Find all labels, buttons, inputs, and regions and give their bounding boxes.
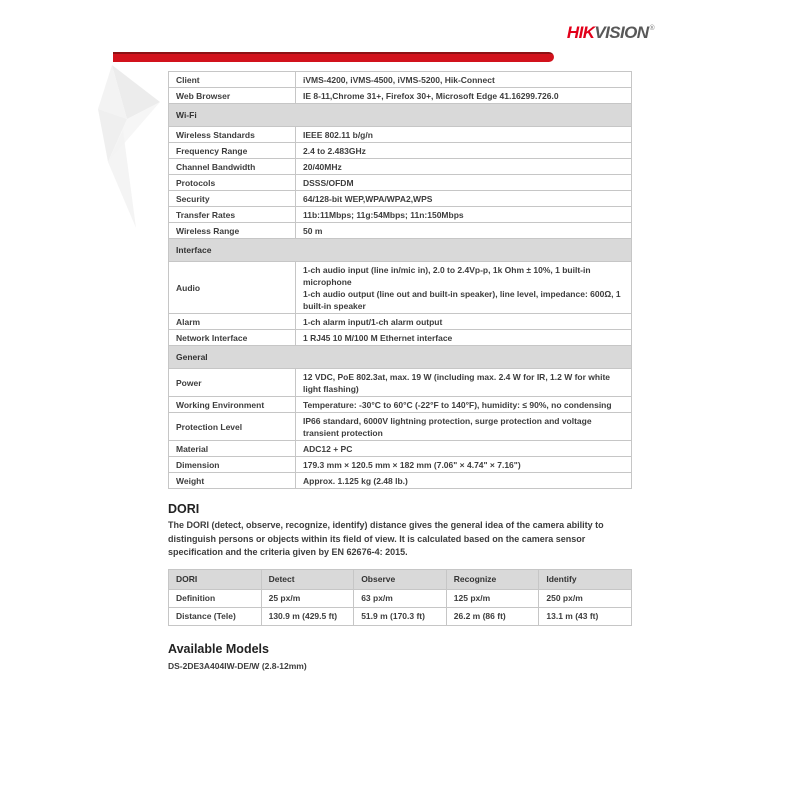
spec-value-line: 1-ch audio output (line out and built-in speaker), line level, impedance: 600Ω, 1 built-in speaker: [303, 288, 621, 311]
dori-value: 250 px/m: [539, 589, 632, 607]
spec-row-weight: [169, 473, 632, 489]
dori-value: 25 px/m: [261, 589, 354, 607]
spec-label: Web Browser: [169, 88, 296, 104]
spec-label: Alarm: [169, 314, 296, 330]
spec-value: 179.3 mm × 120.5 mm × 182 mm (7.06" × 4.74" × 7.16"): [296, 457, 632, 473]
spec-value: iVMS-4200, iVMS-4500, iVMS-5200, Hik-Connect: [296, 72, 632, 88]
dori-row-label: Definition: [169, 589, 262, 607]
dori-value: 51.9 m (170.3 ft): [354, 607, 447, 625]
spec-row-audio: [169, 262, 632, 314]
spec-label: Protocols: [169, 175, 296, 191]
spec-value: 2.4 to 2.483GHz: [296, 143, 632, 159]
model-name: DS-2DE3A404IW-DE/W (2.8-12mm): [168, 660, 307, 671]
spec-row-protection-level: [169, 413, 632, 441]
spec-value-line: 1-ch audio input (line in/mic in), 2.0 to 2.4Vp-p, 1k Ohm ± 10%, 1 built-in microphone: [303, 264, 591, 287]
spec-value: IEEE 802.11 b/g/n: [296, 127, 632, 143]
dori-value: 63 px/m: [354, 589, 447, 607]
dori-value: 130.9 m (429.5 ft): [261, 607, 354, 625]
spec-label: Wireless Standards: [169, 127, 296, 143]
spec-row-channel-bandwidth: [169, 159, 632, 175]
spec-label: Weight: [169, 473, 296, 489]
dori-col-header-identify: Identify: [539, 569, 632, 589]
spec-row-network-interface: [169, 330, 632, 346]
dori-table: [168, 569, 632, 626]
spec-label: Wireless Range: [169, 223, 296, 239]
section-label: General: [169, 346, 632, 369]
spec-row-working-environment: [169, 397, 632, 413]
spec-value: Temperature: -30°C to 60°C (-22°F to 140°F), humidity: ≤ 90%, no condensing: [296, 397, 632, 413]
hikvision-arrow-watermark: [92, 62, 162, 232]
spec-row-security: [169, 191, 632, 207]
dori-col-header-detect: Detect: [261, 569, 354, 589]
spec-label: Frequency Range: [169, 143, 296, 159]
spec-row-web-browser: [169, 88, 632, 104]
dori-heading: DORI: [168, 502, 200, 516]
section-label: Wi-Fi: [169, 104, 632, 127]
spec-value: 1-ch alarm input/1-ch alarm output: [296, 314, 632, 330]
spec-label: Security: [169, 191, 296, 207]
dori-col-header-observe: Observe: [354, 569, 447, 589]
available-models-heading: Available Models: [168, 641, 269, 656]
logo-vision-text: VISION: [594, 23, 649, 42]
dori-row-definition: [169, 589, 632, 607]
spec-value: [296, 262, 632, 314]
spec-value: 1 RJ45 10 M/100 M Ethernet interface: [296, 330, 632, 346]
spec-row-dimension: [169, 457, 632, 473]
logo-hik-text: HIK: [566, 23, 595, 42]
content-column: [168, 71, 632, 671]
dori-row-label: Distance (Tele): [169, 607, 262, 625]
spec-row-client: [169, 72, 632, 88]
spec-label: Channel Bandwidth: [169, 159, 296, 175]
spec-label: Client: [169, 72, 296, 88]
spec-row-transfer-rates: [169, 207, 632, 223]
spec-label: Dimension: [169, 457, 296, 473]
spec-row-material: [169, 441, 632, 457]
spec-value: DSSS/OFDM: [296, 175, 632, 191]
dori-value: 125 px/m: [446, 589, 539, 607]
spec-value: Approx. 1.125 kg (2.48 lb.): [296, 473, 632, 489]
spec-value: 11b:11Mbps; 11g:54Mbps; 11n:150Mbps: [296, 207, 632, 223]
dori-value: 13.1 m (43 ft): [539, 607, 632, 625]
header-red-bar: [113, 52, 554, 62]
spec-row-alarm: [169, 314, 632, 330]
registered-trademark-icon: ®: [649, 25, 654, 32]
spec-value: IP66 standard, 6000V lightning protection, surge protection and voltage transient protection: [296, 413, 632, 441]
spec-value: 50 m: [296, 223, 632, 239]
dori-header-row: [169, 569, 632, 589]
spec-label: Material: [169, 441, 296, 457]
spec-section-wi-fi: [169, 104, 632, 127]
section-label: Interface: [169, 239, 632, 262]
spec-label: Protection Level: [169, 413, 296, 441]
spec-table: [168, 71, 632, 489]
spec-label: Power: [169, 369, 296, 397]
hikvision-logo: [567, 23, 654, 43]
dori-col-header-dori: DORI: [169, 569, 262, 589]
spec-section-general: [169, 346, 632, 369]
spec-row-wireless-standards: [169, 127, 632, 143]
spec-row-power: [169, 369, 632, 397]
spec-value: ADC12 + PC: [296, 441, 632, 457]
dori-description: The DORI (detect, observe, recognize, identify) distance gives the general idea of the camera ability to distinguish persons or objects within its field of view. It is calculated based on the camera sensor specification and the criteria given by EN 62676-4: 2015.: [168, 520, 604, 557]
dori-col-header-recognize: Recognize: [446, 569, 539, 589]
dori-value: 26.2 m (86 ft): [446, 607, 539, 625]
spec-value: 64/128-bit WEP,WPA/WPA2,WPS: [296, 191, 632, 207]
spec-label: Working Environment: [169, 397, 296, 413]
spec-value: 20/40MHz: [296, 159, 632, 175]
spec-value: IE 8-11,Chrome 31+, Firefox 30+, Microsoft Edge 41.16299.726.0: [296, 88, 632, 104]
spec-row-frequency-range: [169, 143, 632, 159]
spec-row-protocols: [169, 175, 632, 191]
spec-label: Audio: [169, 262, 296, 314]
spec-label: Transfer Rates: [169, 207, 296, 223]
spec-row-wireless-range: [169, 223, 632, 239]
dori-row-distance-tele: [169, 607, 632, 625]
spec-section-interface: [169, 239, 632, 262]
spec-label: Network Interface: [169, 330, 296, 346]
spec-value: 12 VDC, PoE 802.3at, max. 19 W (including max. 2.4 W for IR, 1.2 W for white light flashing): [296, 369, 632, 397]
